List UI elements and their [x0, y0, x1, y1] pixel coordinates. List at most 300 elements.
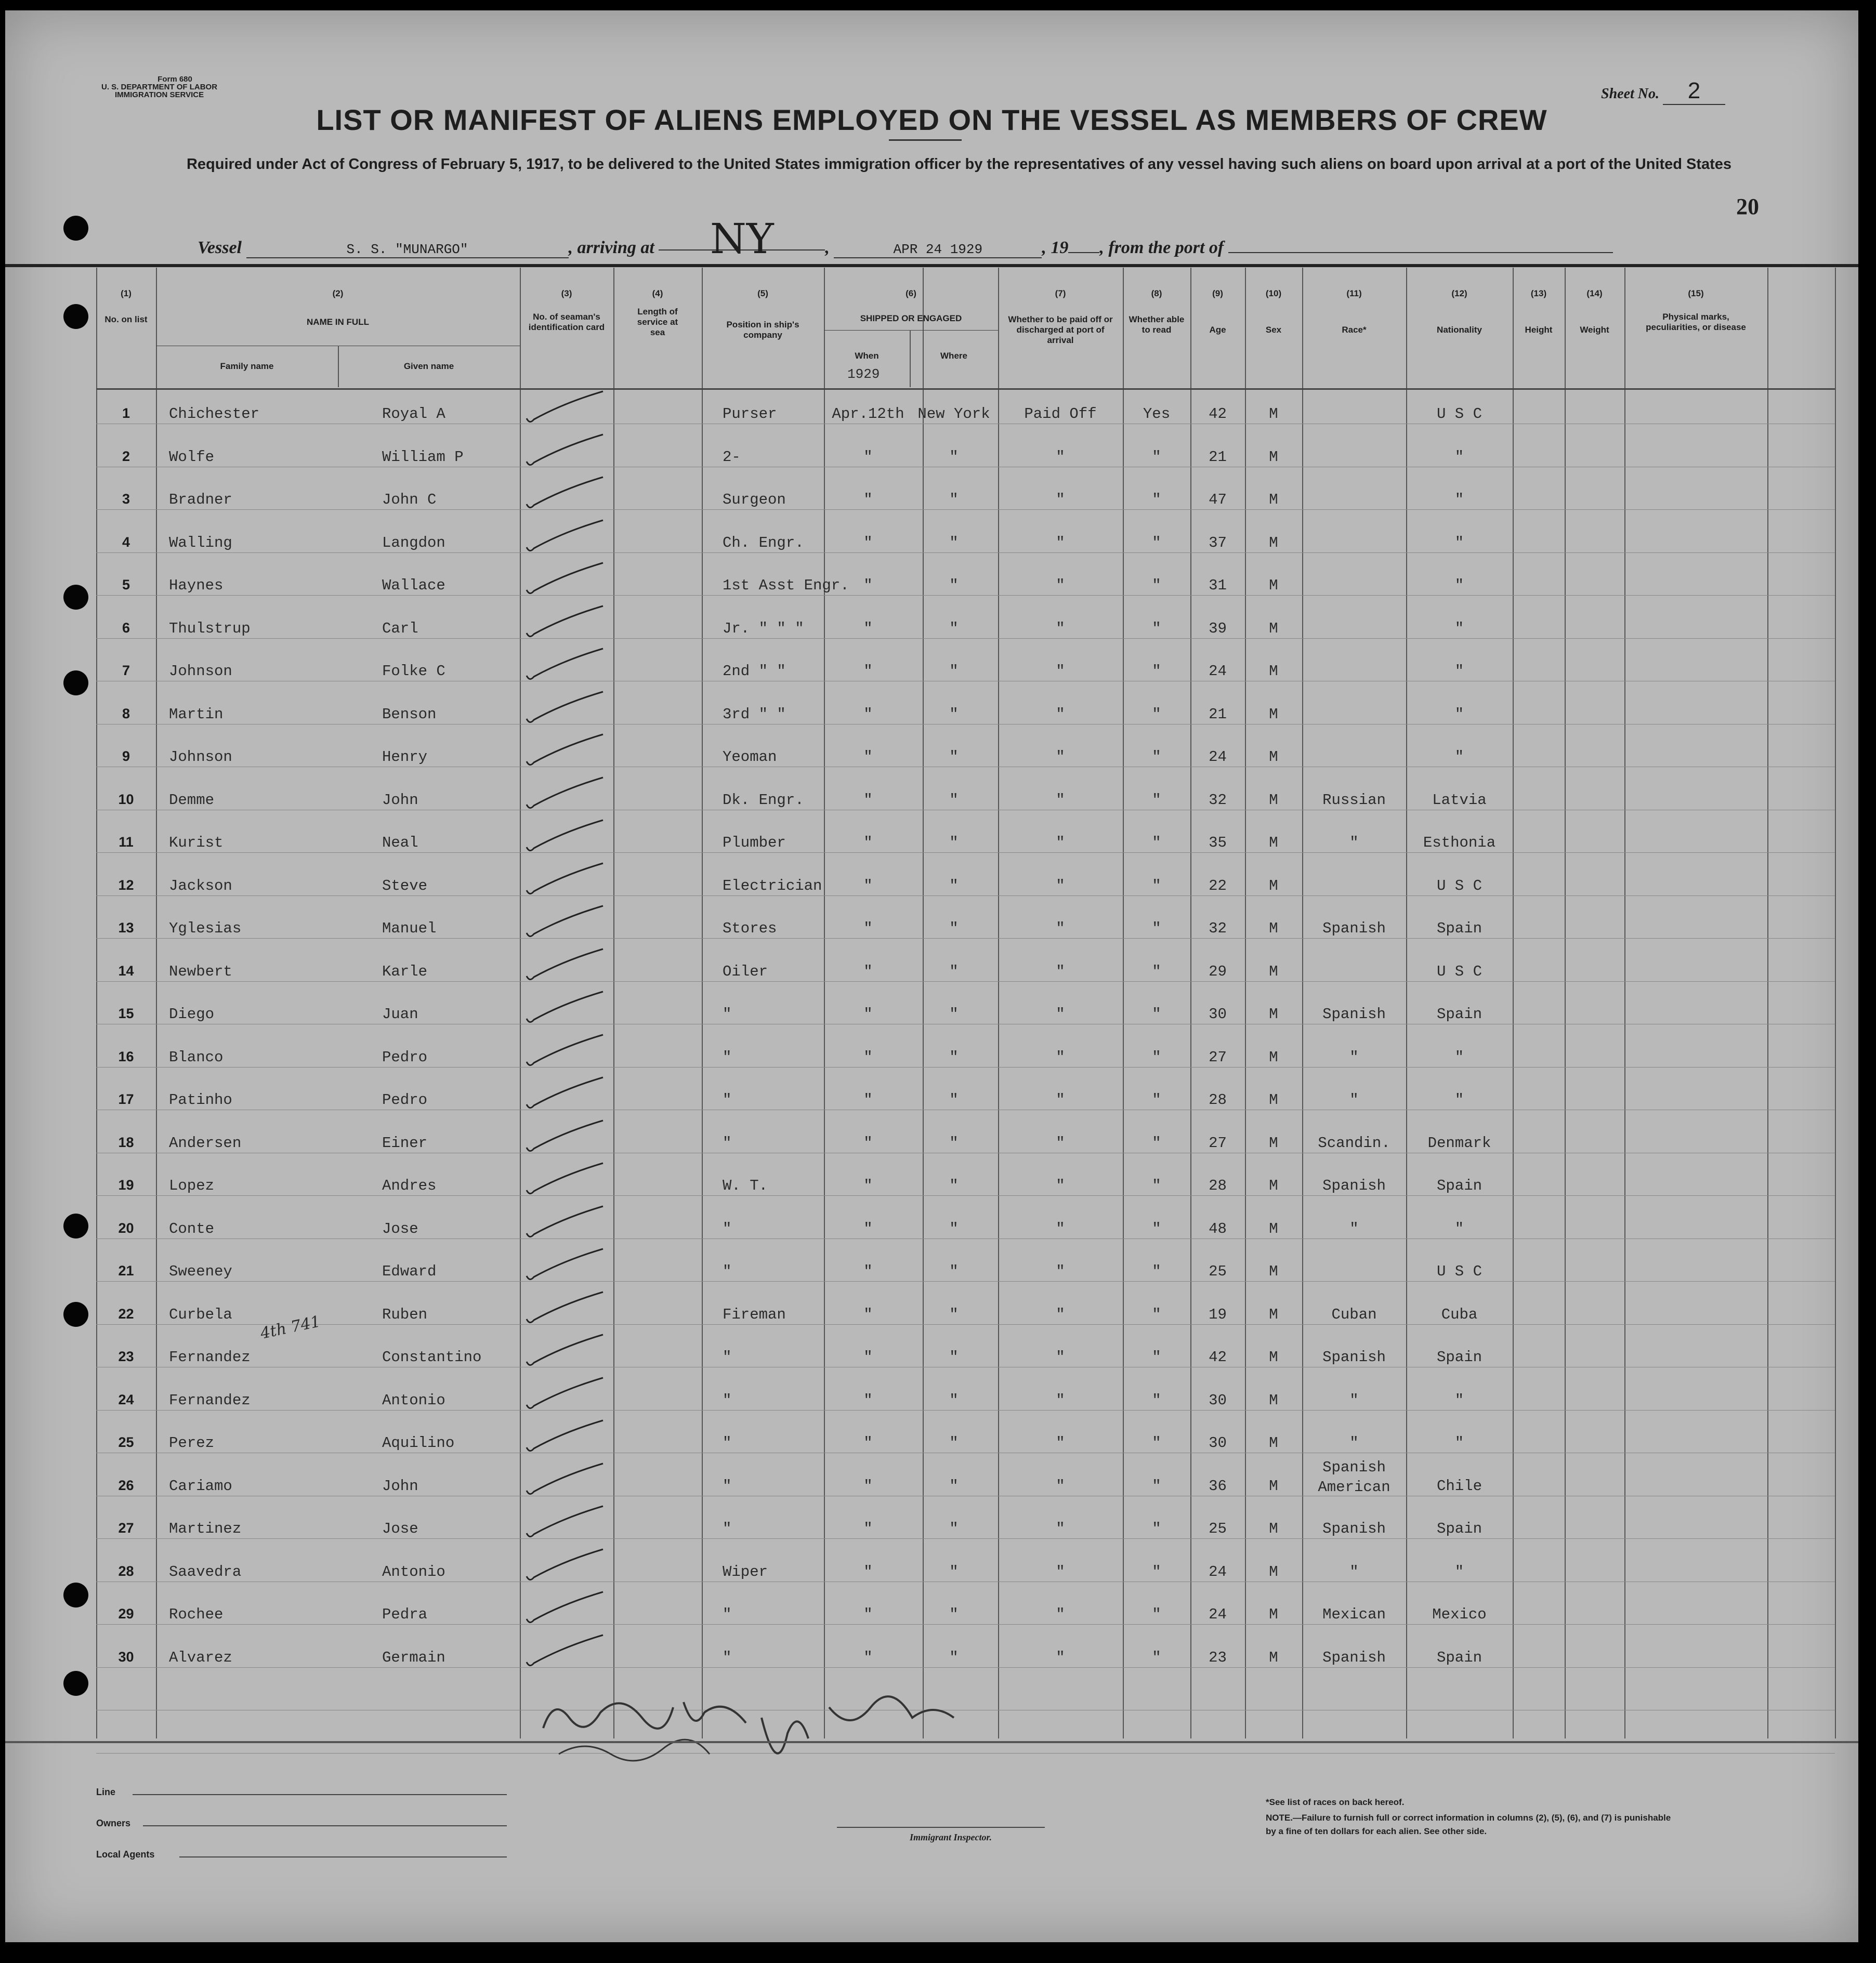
cell-position: Purser [723, 405, 777, 423]
cell-row-number: 25 [118, 1434, 134, 1450]
cell-shipped-where: New York [917, 405, 990, 423]
cell-row-number: 19 [118, 1177, 134, 1193]
cell-able-to-read: " [1152, 706, 1161, 723]
cell-position: " [723, 1392, 732, 1409]
cell-sex: M [1269, 1135, 1278, 1152]
cell-sex: M [1269, 663, 1278, 680]
crew-table [96, 268, 1835, 1738]
cell-race: Spanish [1322, 1006, 1386, 1023]
cell-nationality: Chile [1436, 1478, 1482, 1495]
cell-paid-off: " [1056, 1434, 1065, 1452]
cell-paid-off: " [1056, 620, 1065, 637]
cell-shipped-where: " [949, 534, 959, 551]
penalty-note: NOTE.—Failure to furnish full or correct information in columns (2), (5), (6), and (7) is punishable by a fine of ten dollars for each alien. See other side. [1266, 1813, 1671, 1836]
cell-position: Yeoman [723, 748, 777, 766]
cell-given-name: Juan [382, 1006, 418, 1023]
cell-row-number: 4 [122, 534, 130, 550]
check-mark-icon [522, 1545, 611, 1587]
column-divider [1123, 268, 1124, 1738]
binder-hole [63, 216, 88, 241]
cell-paid-off: " [1056, 792, 1065, 809]
cell-nationality: " [1454, 1392, 1464, 1409]
cell-age: 31 [1209, 577, 1227, 594]
cell-age: 30 [1209, 1434, 1227, 1452]
cell-race: Spanish [1322, 1177, 1386, 1194]
cell-able-to-read: " [1152, 577, 1161, 594]
column-divider [824, 268, 825, 1738]
cell-able-to-read: " [1152, 1349, 1161, 1366]
cell-row-number: 8 [122, 706, 130, 721]
cell-paid-off: " [1056, 963, 1065, 980]
cell-age: 39 [1209, 620, 1227, 637]
column-divider [1513, 268, 1514, 1738]
binder-hole [63, 1302, 88, 1327]
row-rule [96, 852, 1835, 853]
col-physical-marks-header: Physical marks, peculiarities, or disease [1646, 312, 1746, 332]
cell-row-number: 2 [122, 449, 130, 464]
cell-position: " [723, 1263, 732, 1280]
binder-hole [63, 585, 88, 610]
cell-paid-off: " [1056, 1349, 1065, 1366]
cell-family-name: Fernandez [169, 1349, 251, 1366]
check-mark-icon [522, 559, 611, 600]
handwritten-note: 4th 741 [258, 1312, 322, 1343]
vessel-name: S. S. "MUNARGO" [246, 242, 569, 258]
cell-given-name: Jose [382, 1220, 418, 1237]
cell-race: Spanish [1322, 920, 1386, 937]
cell-age: 24 [1209, 748, 1227, 766]
column-divider [923, 268, 924, 1738]
cell-shipped-where: " [949, 449, 959, 466]
row-rule [96, 509, 1835, 510]
cell-sex: M [1269, 877, 1278, 894]
cell-age: 21 [1209, 706, 1227, 723]
from-port-value [1228, 252, 1613, 253]
row-rule [96, 638, 1835, 639]
cell-row-number: 13 [118, 920, 134, 936]
cell-nationality: " [1454, 663, 1464, 680]
cell-age: 19 [1209, 1306, 1227, 1323]
year-value [1068, 252, 1099, 253]
cell-nationality: " [1454, 748, 1464, 766]
cell-paid-off: " [1056, 663, 1065, 680]
cell-nationality: U S C [1436, 1263, 1482, 1280]
cell-able-to-read: " [1152, 792, 1161, 809]
column-divider [1190, 268, 1191, 1738]
cell-paid-off: " [1056, 1306, 1065, 1323]
cell-nationality: " [1454, 534, 1464, 551]
binder-hole [63, 1583, 88, 1608]
cell-nationality: Latvia [1432, 792, 1487, 809]
cell-shipped-when: " [863, 1306, 873, 1323]
cell-paid-off: " [1056, 1091, 1065, 1109]
cell-row-number: 9 [122, 748, 130, 764]
cell-shipped-where: " [949, 792, 959, 809]
cell-paid-off: " [1056, 1563, 1065, 1580]
cell-given-name: Benson [382, 706, 437, 723]
cell-race: Spanish [1322, 1349, 1386, 1366]
cell-sex: M [1269, 1349, 1278, 1366]
check-mark-icon [522, 1159, 611, 1201]
cell-given-name: Neal [382, 834, 418, 851]
cell-shipped-when: Apr.12th [832, 405, 904, 423]
manifest-sheet [5, 10, 1858, 1942]
cell-shipped-where: " [949, 1606, 959, 1623]
cell-row-number: 14 [118, 963, 134, 979]
cell-shipped-when: " [863, 877, 873, 894]
binder-hole [63, 1214, 88, 1239]
check-mark-icon [522, 1588, 611, 1629]
col-when-header: When [855, 351, 879, 361]
row-rule [96, 981, 1835, 982]
cell-nationality: U S C [1436, 963, 1482, 980]
cell-paid-off: " [1056, 1263, 1065, 1280]
cell-given-name: Ruben [382, 1306, 428, 1323]
cell-paid-off: " [1056, 1177, 1065, 1194]
cell-shipped-when: " [863, 1220, 873, 1237]
cell-family-name: Demme [169, 792, 215, 809]
cell-shipped-when: " [863, 1563, 873, 1580]
cell-shipped-where: " [949, 1177, 959, 1194]
col13-number: (13) [1530, 288, 1547, 298]
check-mark-icon [522, 1031, 611, 1072]
cell-position: Dk. Engr. [723, 792, 804, 809]
races-note: *See list of races on back hereof. [1266, 1797, 1405, 1807]
col-weight-header: Weight [1580, 325, 1609, 335]
cell-row-number: 5 [122, 577, 130, 592]
cell-given-name: Folke C [382, 663, 445, 680]
column-divider [96, 268, 97, 1738]
cell-able-to-read: " [1152, 1520, 1161, 1537]
cell-family-name: Martinez [169, 1520, 242, 1537]
cell-paid-off: " [1056, 1649, 1065, 1666]
cell-nationality: Spain [1436, 920, 1482, 937]
cell-able-to-read: " [1152, 877, 1161, 894]
row-rule [96, 1538, 1835, 1539]
col-family-name-header: Family name [220, 361, 274, 371]
cell-able-to-read: " [1152, 1263, 1161, 1280]
cell-given-name: Andres [382, 1177, 437, 1194]
cell-race: " [1349, 834, 1359, 851]
cell-nationality: Cuba [1441, 1306, 1478, 1323]
cell-sex: M [1269, 1434, 1278, 1452]
cell-paid-off: " [1056, 1478, 1065, 1495]
page-number: 20 [1736, 194, 1759, 219]
row-rule [96, 1410, 1835, 1411]
cell-sex: M [1269, 620, 1278, 637]
cell-race: " [1349, 1434, 1359, 1452]
footer-owners-label: Owners [96, 1818, 131, 1828]
cell-race: Spanish American [1318, 1459, 1390, 1496]
cell-nationality: Spain [1436, 1649, 1482, 1666]
row-rule [96, 552, 1835, 553]
col-nationality-header: Nationality [1437, 325, 1482, 335]
cell-family-name: Lopez [169, 1177, 215, 1194]
cell-shipped-when: " [863, 1649, 873, 1666]
cell-row-number: 17 [118, 1091, 134, 1107]
col14-number: (14) [1586, 288, 1603, 298]
cell-age: 32 [1209, 920, 1227, 937]
cell-age: 23 [1209, 1649, 1227, 1666]
cell-family-name: Bradner [169, 491, 232, 508]
cell-age: 30 [1209, 1392, 1227, 1409]
cell-given-name: Royal A [382, 405, 445, 423]
check-mark-icon [522, 773, 611, 815]
cell-nationality: U S C [1436, 405, 1482, 423]
cell-row-number: 6 [122, 620, 130, 636]
cell-family-name: Perez [169, 1434, 215, 1452]
col15-number: (15) [1688, 288, 1704, 298]
cell-nationality: Spain [1436, 1177, 1482, 1194]
cell-race: Russian [1322, 792, 1386, 809]
col-length-of-service-header: Length of service at sea [637, 307, 678, 337]
cell-position: Electrician [723, 877, 822, 894]
cell-paid-off: " [1056, 748, 1065, 766]
cell-family-name: Jackson [169, 877, 232, 894]
cell-age: 27 [1209, 1135, 1227, 1152]
cell-able-to-read: " [1152, 449, 1161, 466]
column-divider [1624, 268, 1625, 1738]
cell-paid-off: " [1056, 534, 1065, 551]
cell-position: Fireman [723, 1306, 786, 1323]
cell-family-name: Saavedra [169, 1563, 242, 1580]
col7-number: (7) [1055, 288, 1066, 298]
cell-nationality: Spain [1436, 1349, 1482, 1366]
cell-nationality: Esthonia [1423, 834, 1496, 851]
cell-age: 32 [1209, 792, 1227, 809]
cell-sex: M [1269, 1478, 1278, 1495]
cell-nationality: " [1454, 706, 1464, 723]
column-divider [1302, 268, 1303, 1738]
inspector-signature-line [837, 1827, 1045, 1828]
col-paid-off-header: Whether to be paid off or discharged at port of arrival [1008, 314, 1113, 345]
title-underline [889, 139, 962, 141]
cell-given-name: Antonio [382, 1563, 445, 1580]
cell-paid-off: " [1056, 577, 1065, 594]
cell-shipped-where: " [949, 1563, 959, 1580]
col-name-header: NAME IN FULL [307, 317, 369, 327]
cell-shipped-when: " [863, 1177, 873, 1194]
col-height-header: Height [1525, 325, 1553, 335]
cell-age: 24 [1209, 663, 1227, 680]
cell-shipped-where: " [949, 834, 959, 851]
cell-sex: M [1269, 405, 1278, 423]
cell-row-number: 20 [118, 1220, 134, 1236]
column-divider [1406, 268, 1407, 1738]
cell-able-to-read: " [1152, 1306, 1161, 1323]
cell-row-number: 21 [118, 1263, 134, 1279]
row-rule [96, 1195, 1835, 1196]
cell-position: " [723, 1606, 732, 1623]
cell-nationality: Spain [1436, 1006, 1482, 1023]
cell-position: " [723, 1349, 732, 1366]
cell-shipped-when: " [863, 792, 873, 809]
col-sex-header: Sex [1265, 325, 1282, 335]
cell-able-to-read: " [1152, 1392, 1161, 1409]
footer-line-label: Line [96, 1787, 116, 1797]
cell-sex: M [1269, 491, 1278, 508]
cell-row-number: 24 [118, 1392, 134, 1407]
col-shipped-header: SHIPPED OR ENGAGED [860, 313, 962, 323]
cell-able-to-read: " [1152, 1049, 1161, 1066]
cell-able-to-read: " [1152, 1006, 1161, 1023]
cell-position: Oiler [723, 963, 768, 980]
cell-paid-off: " [1056, 1220, 1065, 1237]
cell-able-to-read: " [1152, 1606, 1161, 1623]
cell-sex: M [1269, 792, 1278, 809]
cell-position: " [723, 1478, 732, 1495]
cell-family-name: Martin [169, 706, 224, 723]
cell-position: " [723, 1520, 732, 1537]
cell-shipped-where: " [949, 1006, 959, 1023]
cell-shipped-when: " [863, 491, 873, 508]
cell-paid-off: Paid Off [1024, 405, 1097, 423]
cell-paid-off: " [1056, 1392, 1065, 1409]
cell-given-name: Manuel [382, 920, 437, 937]
check-mark-icon [522, 730, 611, 772]
cell-able-to-read: " [1152, 1434, 1161, 1452]
check-mark-icon [522, 430, 611, 472]
cell-given-name: Langdon [382, 534, 445, 551]
check-mark-icon [522, 1202, 611, 1244]
column-divider [613, 268, 614, 1738]
cell-given-name: Edward [382, 1263, 437, 1280]
inspector-signature [538, 1687, 1058, 1790]
cell-family-name: Diego [169, 1006, 215, 1023]
cell-sex: M [1269, 748, 1278, 766]
cell-paid-off: " [1056, 1006, 1065, 1023]
check-mark-icon [522, 1502, 611, 1544]
cell-sex: M [1269, 449, 1278, 466]
cell-position: 1st Asst Engr. [723, 577, 849, 594]
column-divider [1245, 268, 1246, 1738]
column-divider [702, 268, 703, 1738]
cell-age: 48 [1209, 1220, 1227, 1237]
cell-able-to-read: " [1152, 620, 1161, 637]
cell-row-number: 10 [118, 792, 134, 807]
cell-given-name: John [382, 792, 418, 809]
cell-family-name: Curbela [169, 1306, 232, 1323]
cell-shipped-where: " [949, 877, 959, 894]
cell-able-to-read: " [1152, 748, 1161, 766]
col2-number: (2) [332, 288, 344, 298]
cell-sex: M [1269, 577, 1278, 594]
cell-sex: M [1269, 1649, 1278, 1666]
check-mark-icon [522, 859, 611, 901]
cell-family-name: Kurist [169, 834, 224, 851]
cell-shipped-when: " [863, 706, 873, 723]
cell-position: 2nd " " [723, 663, 786, 680]
cell-family-name: Conte [169, 1220, 215, 1237]
cell-given-name: Einer [382, 1135, 428, 1152]
cell-row-number: 26 [118, 1478, 134, 1493]
cell-paid-off: " [1056, 1135, 1065, 1152]
cell-given-name: Germain [382, 1649, 445, 1666]
cell-able-to-read: " [1152, 1220, 1161, 1237]
cell-shipped-when: " [863, 1006, 873, 1023]
check-mark-icon [522, 473, 611, 515]
check-mark-icon [522, 1631, 611, 1672]
cell-shipped-when: " [863, 1263, 873, 1280]
cell-paid-off: " [1056, 1606, 1065, 1623]
cell-nationality: " [1454, 1220, 1464, 1237]
cell-nationality: Denmark [1427, 1135, 1491, 1152]
cell-nationality: " [1454, 449, 1464, 466]
cell-nationality: " [1454, 491, 1464, 508]
check-mark-icon [522, 1116, 611, 1158]
cell-sex: M [1269, 1177, 1278, 1194]
cell-sex: M [1269, 1520, 1278, 1537]
cell-sex: M [1269, 1606, 1278, 1623]
cell-shipped-when: " [863, 1520, 873, 1537]
column-divider [1767, 268, 1768, 1738]
cell-position: " [723, 1049, 732, 1066]
cell-given-name: Pedro [382, 1091, 428, 1109]
arrival-date-stamp: APR 24 1929 [834, 242, 1042, 258]
cell-able-to-read: " [1152, 1478, 1161, 1495]
sheet-number-label: Sheet No. [1601, 86, 1659, 102]
column-divider [1565, 268, 1566, 1738]
col-seaman-id-header: No. of seaman's identification card [528, 312, 605, 332]
cell-family-name: Haynes [169, 577, 224, 594]
check-mark-icon [522, 816, 611, 858]
cell-age: 24 [1209, 1563, 1227, 1580]
cell-race: " [1349, 1091, 1359, 1109]
cell-age: 24 [1209, 1606, 1227, 1623]
cell-race: " [1349, 1220, 1359, 1237]
cell-row-number: 15 [118, 1006, 134, 1021]
col5-number: (5) [757, 288, 768, 298]
cell-shipped-where: " [949, 1220, 959, 1237]
cell-family-name: Yglesias [169, 920, 242, 937]
cell-given-name: John [382, 1478, 418, 1495]
col-age-header: Age [1209, 325, 1226, 335]
cell-nationality: " [1454, 1049, 1464, 1066]
cell-row-number: 22 [118, 1306, 134, 1322]
vessel-line: Vessel S. S. "MUNARGO" , arriving at NY , APR 24 1929 , 19 , from the port of [198, 229, 1613, 258]
cell-nationality: " [1454, 1434, 1464, 1452]
cell-age: 27 [1209, 1049, 1227, 1066]
cell-position: Stores [723, 920, 777, 937]
check-mark-icon [522, 644, 611, 686]
col4-number: (4) [652, 288, 663, 298]
cell-sex: M [1269, 963, 1278, 980]
check-mark-icon [522, 1073, 611, 1115]
check-mark-icon [522, 387, 611, 429]
cell-shipped-when: " [863, 834, 873, 851]
cell-age: 28 [1209, 1177, 1227, 1194]
footer-agents-blank [179, 1856, 507, 1857]
cell-able-to-read: Yes [1143, 405, 1171, 423]
check-mark-icon [522, 1416, 611, 1458]
cell-shipped-where: " [949, 920, 959, 937]
cell-shipped-when: " [863, 920, 873, 937]
cell-position: 3rd " " [723, 706, 786, 723]
cell-nationality: " [1454, 1091, 1464, 1109]
cell-shipped-where: " [949, 963, 959, 980]
cell-shipped-when: " [863, 577, 873, 594]
cell-position: " [723, 1649, 732, 1666]
cell-paid-off: " [1056, 491, 1065, 508]
col10-number: (10) [1265, 288, 1282, 298]
cell-position: " [723, 1091, 732, 1109]
check-mark-icon [522, 516, 611, 558]
cell-able-to-read: " [1152, 834, 1161, 851]
cell-given-name: Carl [382, 620, 418, 637]
cell-shipped-when: " [863, 748, 873, 766]
cell-able-to-read: " [1152, 491, 1161, 508]
cell-sex: M [1269, 706, 1278, 723]
